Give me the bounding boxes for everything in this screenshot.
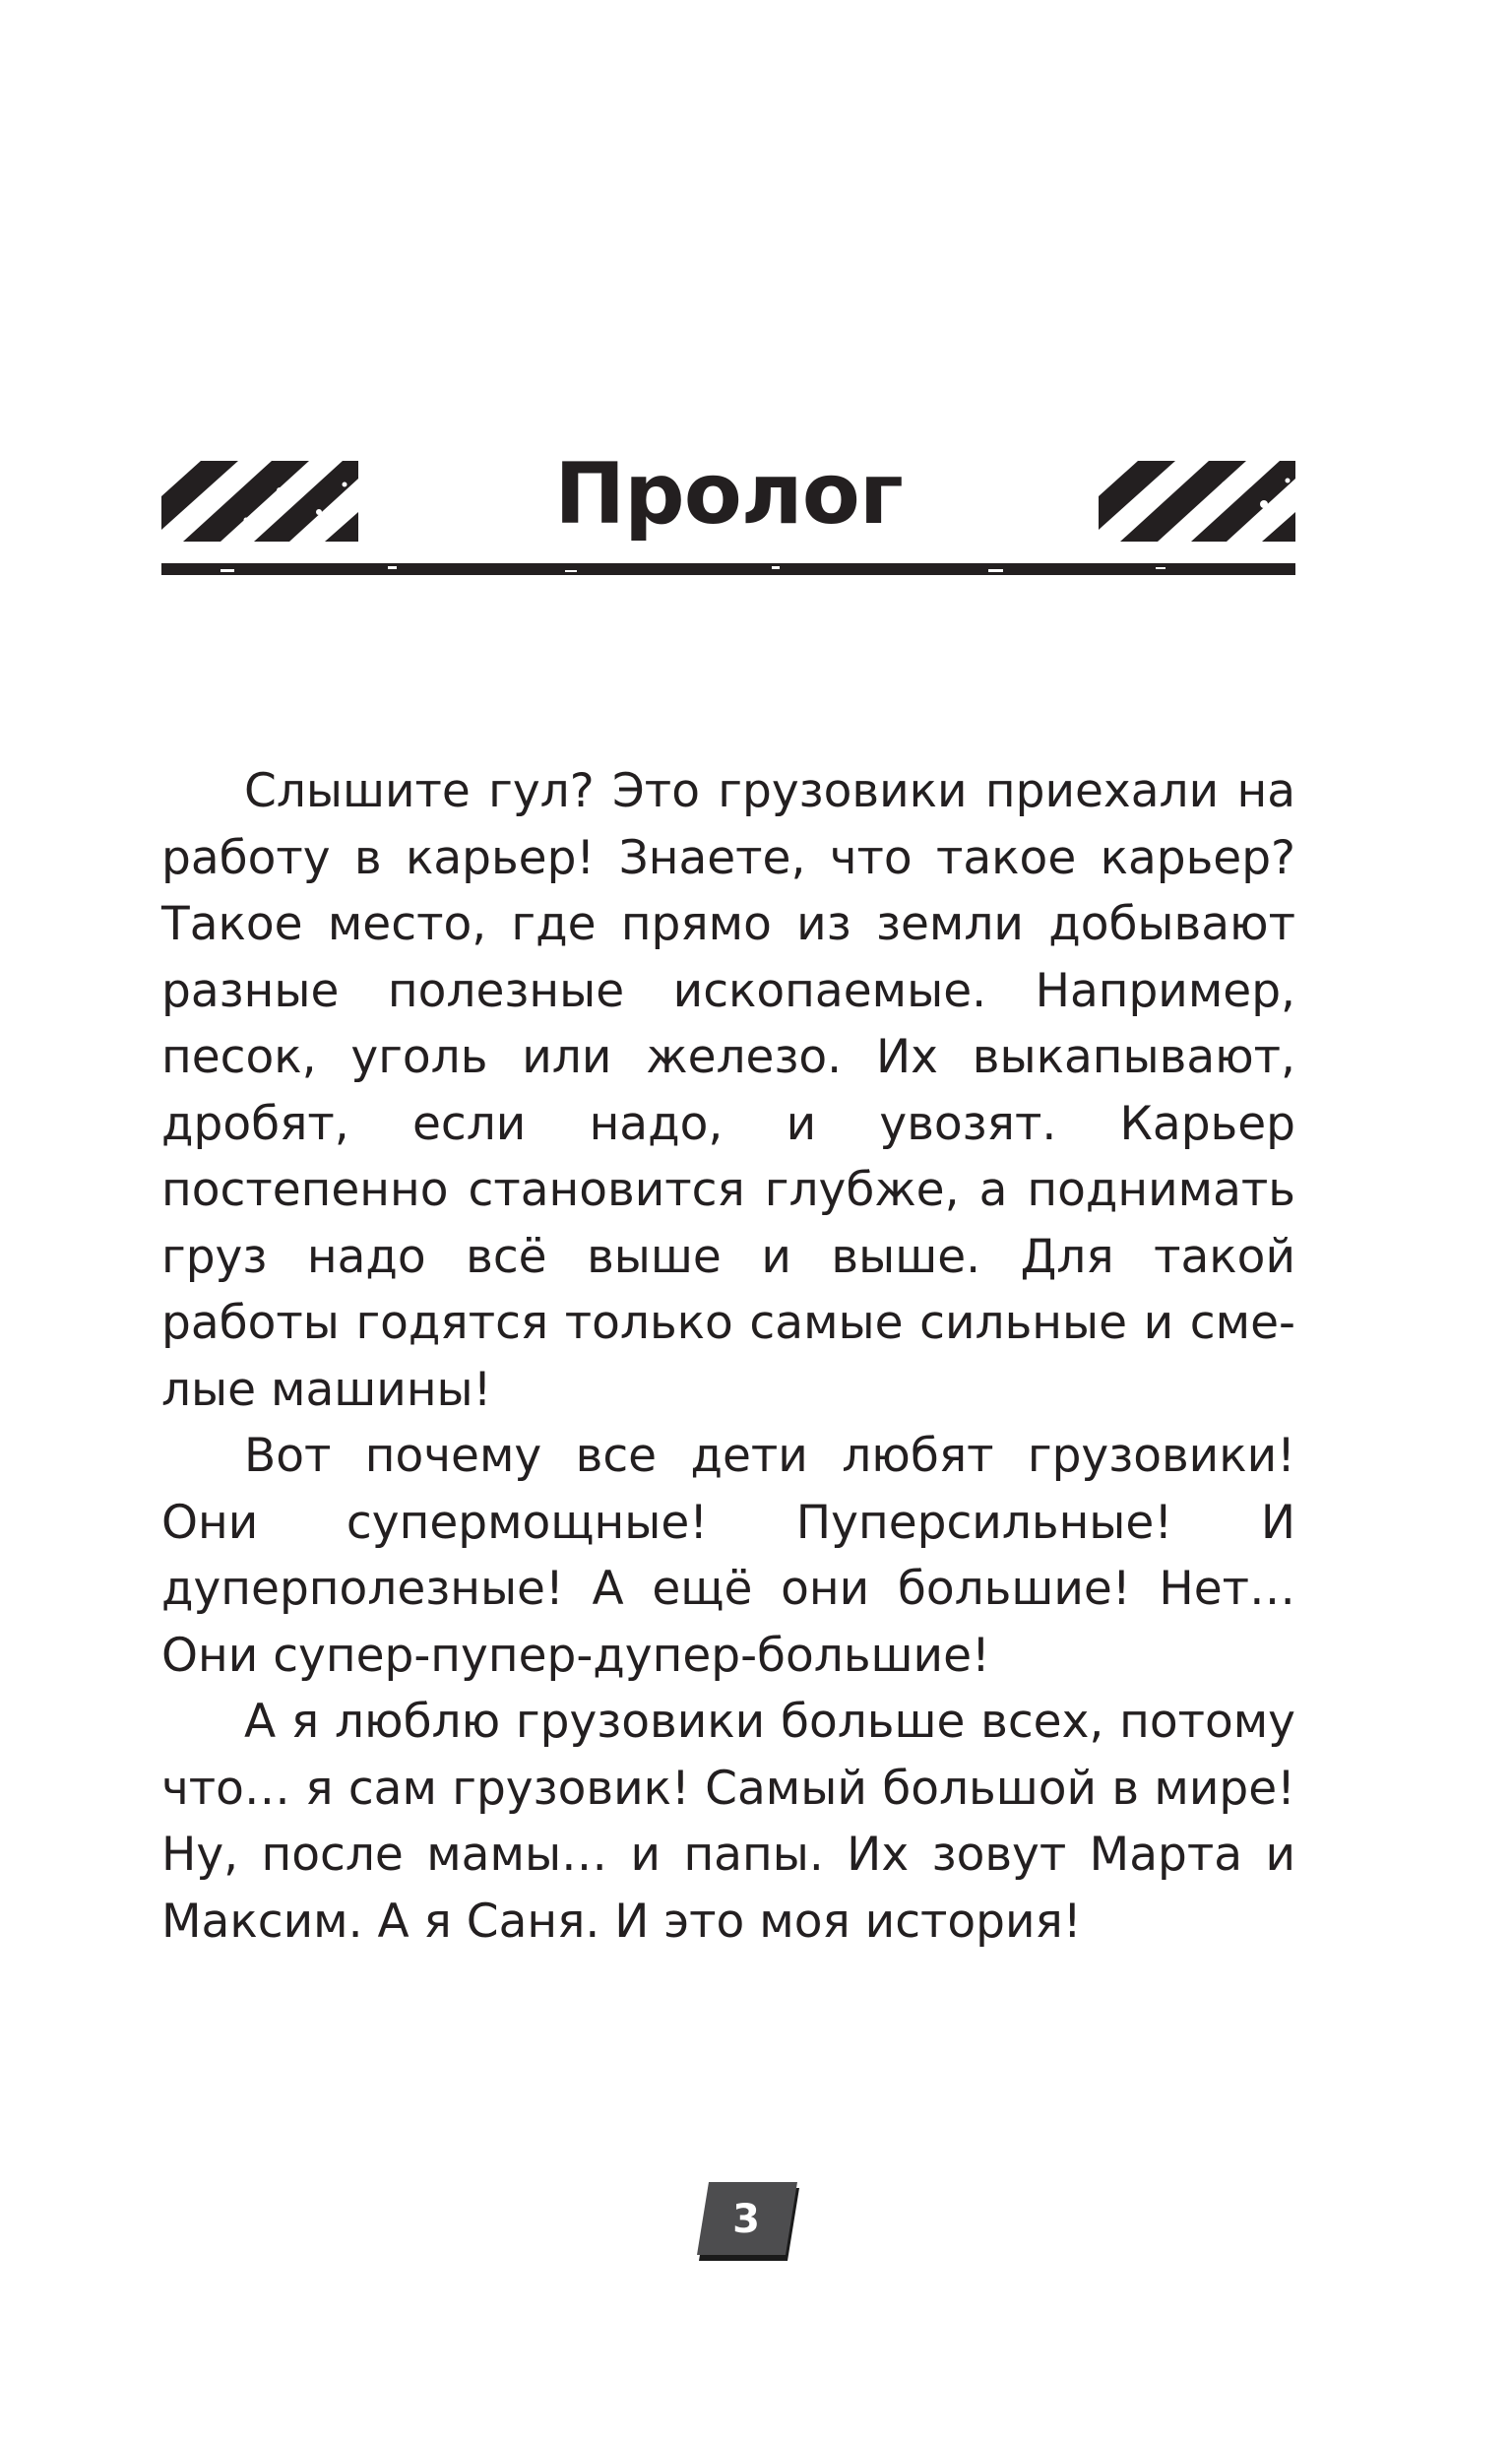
page-number: 3	[732, 2197, 760, 2242]
chapter-body	[161, 758, 1295, 1955]
heading-underline	[161, 561, 1295, 577]
chapter-title: Пролог	[554, 445, 903, 544]
paragraph: Слышите гул? Это грузовики приехали на работу в карьер! Знаете, что такое карьер? Такое место, где прямо из земли добывают разные полезные ископаемые. Например, песок, уголь или железо. Их выкапывают, дробят, если надо, и увозят. Карьер постепенно становится глубже, а поднимать груз надо всё выше и выше. Для такой работы годятся только самые сильные и смелые машины!	[161, 764, 1295, 1417]
page-number-badge	[695, 2182, 801, 2261]
paragraph: Вот почему все дети любят грузовики! Они супермощные! Пуперсильные! И дуперполезные! А ещё они большие! Нет… Они супер-пупер-дупер-большие!	[161, 1429, 1295, 1683]
paragraph: А я люблю грузовики больше всех, потому что… я сам грузовик! Самый большой в мире! Ну, после мамы… и папы. Их зовут Марта и Максим. А я Саня. И это моя история!	[161, 1695, 1295, 1949]
chapter-header	[161, 443, 1295, 591]
hazard-stripes-icon	[1099, 461, 1295, 542]
